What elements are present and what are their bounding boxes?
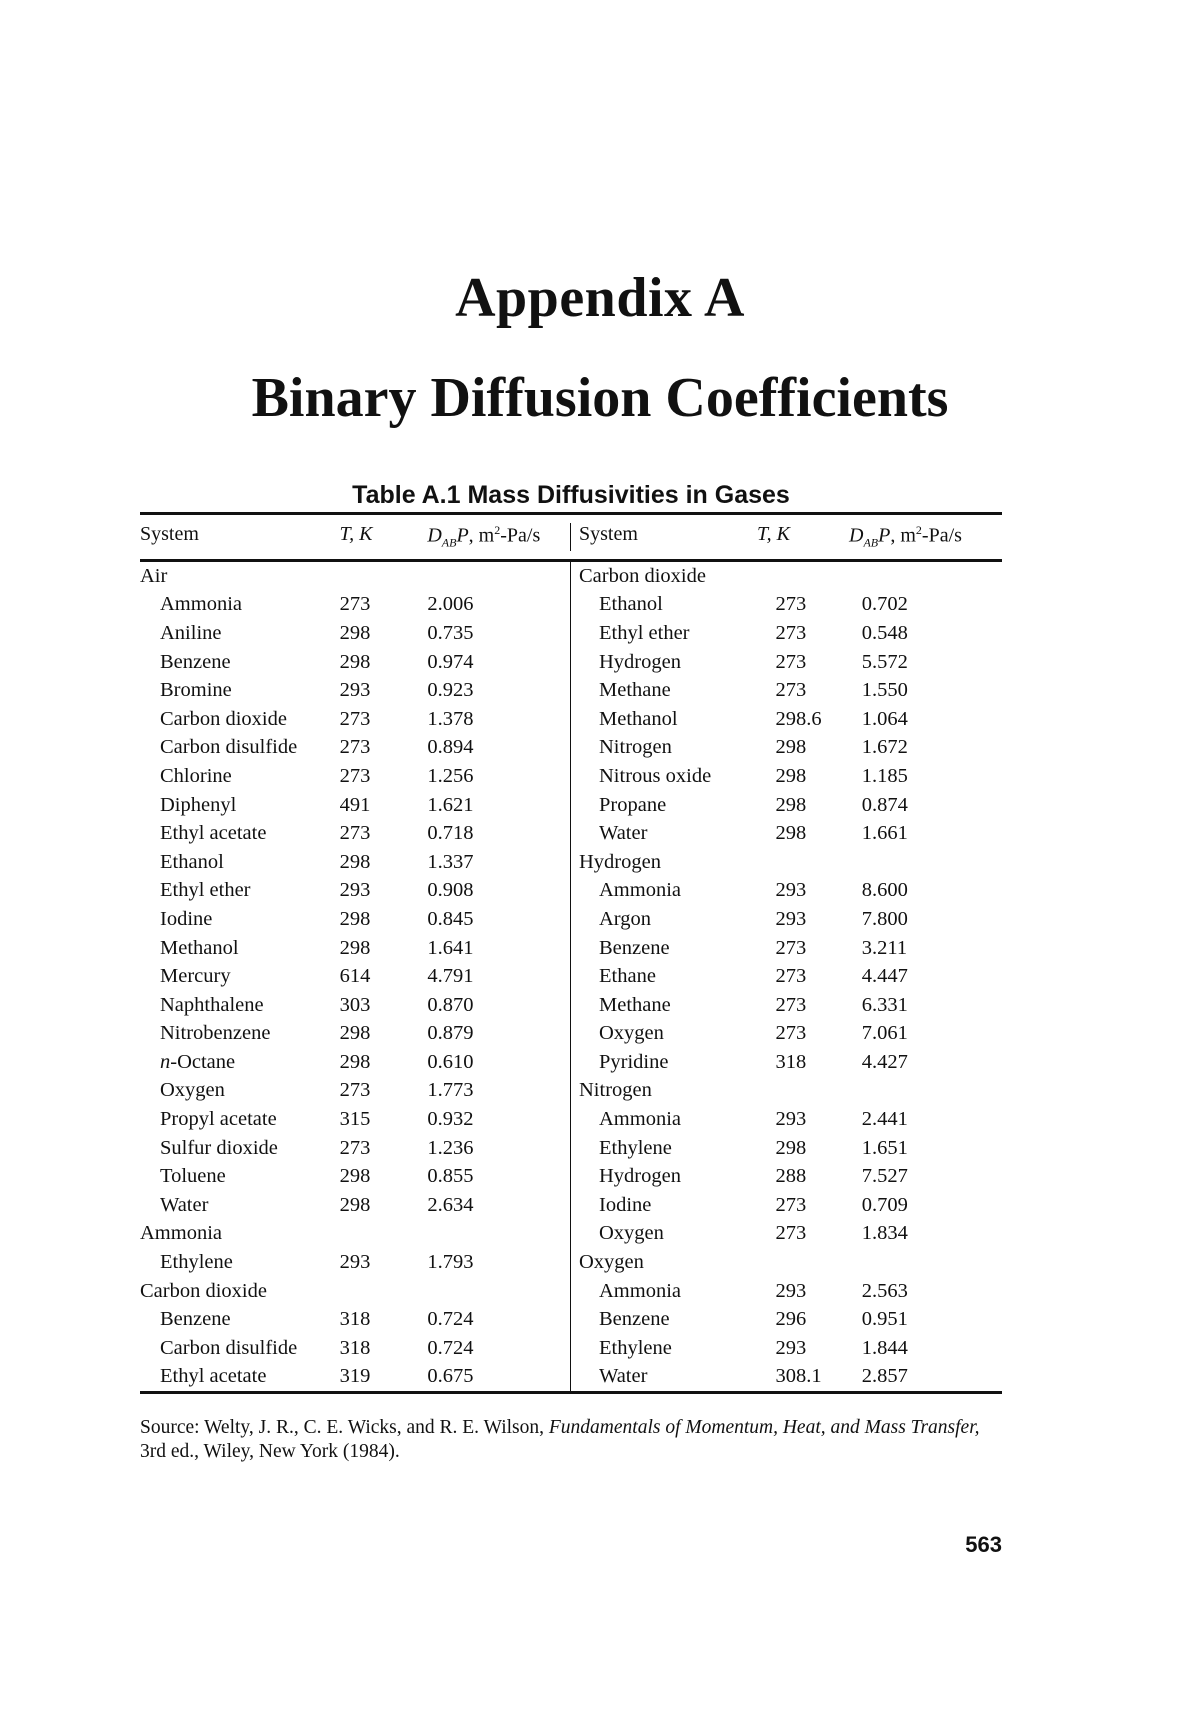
coefficient-cell: 1.064 bbox=[861, 707, 908, 730]
temperature-cell: 293 bbox=[339, 879, 371, 902]
table-group-row bbox=[579, 1077, 1002, 1106]
temperature-cell: 298 bbox=[339, 907, 371, 930]
table-row bbox=[579, 1191, 1002, 1220]
temperature-cell: 298 bbox=[339, 1050, 371, 1073]
table-row bbox=[579, 676, 1002, 705]
system-cell: Argon bbox=[599, 907, 652, 930]
table-row bbox=[140, 1134, 570, 1163]
system-cell: Ammonia bbox=[599, 1279, 681, 1302]
coefficient-cell: 1.185 bbox=[861, 764, 908, 787]
source-prefix: Source: Welty, J. R., C. E. Wicks, and R. E. Wilson, bbox=[140, 1417, 549, 1438]
table-row bbox=[579, 877, 1002, 906]
coefficient-cell: 1.256 bbox=[427, 764, 474, 787]
table-row bbox=[579, 1134, 1002, 1163]
temperature-cell: 273 bbox=[775, 1222, 807, 1245]
coefficient-cell: 7.527 bbox=[861, 1165, 908, 1188]
temperature-cell: 293 bbox=[775, 879, 807, 902]
temperature-cell: 273 bbox=[775, 936, 807, 959]
system-cell: Ammonia bbox=[599, 1108, 681, 1131]
coefficient-cell: 2.006 bbox=[427, 593, 474, 616]
table-row bbox=[140, 1191, 570, 1220]
temperature-cell: 303 bbox=[339, 993, 371, 1016]
system-cell: Ethylene bbox=[599, 1136, 672, 1159]
table-caption: Table A.1 Mass Diffusivities in Gases bbox=[352, 481, 790, 509]
system-cell: Ethanol bbox=[599, 593, 663, 616]
coefficient-cell: 0.932 bbox=[427, 1108, 474, 1131]
table-row bbox=[140, 1363, 570, 1392]
system-cell: Toluene bbox=[160, 1165, 226, 1188]
table-row bbox=[140, 619, 570, 648]
temperature-cell: 293 bbox=[339, 679, 371, 702]
table-row bbox=[140, 676, 570, 705]
system-cell: Oxygen bbox=[599, 1222, 664, 1245]
temperature-cell: 298 bbox=[339, 1193, 371, 1216]
system-cell: Ethylene bbox=[599, 1336, 672, 1359]
system-cell: Methane bbox=[599, 993, 671, 1016]
system-cell: Benzene bbox=[160, 650, 231, 673]
table-row bbox=[140, 705, 570, 734]
system-cell: Carbon disulfide bbox=[160, 1336, 298, 1359]
table-group-row bbox=[579, 848, 1002, 877]
temperature-cell: 293 bbox=[775, 1336, 807, 1359]
temperature-cell: 298 bbox=[775, 736, 807, 759]
header-system: System bbox=[140, 523, 199, 546]
temperature-cell: 273 bbox=[775, 621, 807, 644]
temperature-cell: 273 bbox=[775, 650, 807, 673]
system-cell: Aniline bbox=[160, 621, 222, 644]
table-row bbox=[140, 991, 570, 1020]
coefficient-cell: 0.923 bbox=[427, 679, 474, 702]
coefficient-cell: 0.974 bbox=[427, 650, 474, 673]
system-cell: Iodine bbox=[599, 1193, 652, 1216]
table-row bbox=[579, 1105, 1002, 1134]
system-cell: Nitrous oxide bbox=[599, 764, 712, 787]
table-row bbox=[579, 1277, 1002, 1306]
table-row bbox=[140, 1020, 570, 1049]
system-cell: Nitrogen bbox=[599, 736, 672, 759]
coefficient-cell: 0.724 bbox=[427, 1308, 474, 1331]
coefficient-cell: 0.548 bbox=[861, 621, 908, 644]
table-row bbox=[579, 705, 1002, 734]
table-row bbox=[140, 1105, 570, 1134]
table-row bbox=[579, 1220, 1002, 1249]
temperature-cell: 298 bbox=[775, 764, 807, 787]
table-row bbox=[579, 905, 1002, 934]
group-name: Carbon dioxide bbox=[579, 564, 706, 587]
table-body bbox=[140, 562, 1002, 1391]
temperature-cell: 273 bbox=[775, 593, 807, 616]
coefficient-cell: 0.874 bbox=[861, 793, 908, 816]
temperature-cell: 298 bbox=[339, 1022, 371, 1045]
coefficient-cell: 0.845 bbox=[427, 907, 474, 930]
table-left-column bbox=[140, 562, 571, 1391]
table-row bbox=[579, 619, 1002, 648]
system-cell: Ammonia bbox=[599, 879, 681, 902]
coefficient-cell: 4.447 bbox=[861, 965, 908, 988]
coefficient-cell: 2.563 bbox=[861, 1279, 908, 1302]
coefficient-cell: 3.211 bbox=[861, 936, 908, 959]
temperature-cell: 308.1 bbox=[775, 1365, 822, 1388]
table-row bbox=[579, 962, 1002, 991]
temperature-cell: 614 bbox=[339, 965, 371, 988]
table-row bbox=[579, 1334, 1002, 1363]
diffusivity-table bbox=[140, 512, 1002, 1394]
coefficient-cell: 2.634 bbox=[427, 1193, 474, 1216]
table-group-row bbox=[140, 1277, 570, 1306]
temperature-cell: 315 bbox=[339, 1108, 371, 1131]
table-row bbox=[140, 591, 570, 620]
system-cell: Methanol bbox=[160, 936, 239, 959]
coefficient-cell: 1.641 bbox=[427, 936, 474, 959]
system-cell: Sulfur dioxide bbox=[160, 1136, 278, 1159]
coefficient-cell: 0.735 bbox=[427, 621, 474, 644]
table-right-column bbox=[571, 562, 1002, 1391]
temperature-cell: 273 bbox=[339, 736, 371, 759]
temperature-cell: 273 bbox=[339, 822, 371, 845]
group-name: Air bbox=[140, 564, 168, 587]
header-coefficient: $D_{AB}P$, $m^2-Pa/s$ bbox=[427, 523, 541, 550]
coefficient-cell: 0.718 bbox=[427, 822, 474, 845]
temperature-cell: 491 bbox=[339, 793, 371, 816]
system-cell: Ethane bbox=[599, 965, 656, 988]
header-coefficient: $D_{AB}P$, $m^2-Pa/s$ bbox=[849, 523, 962, 550]
temperature-cell: 273 bbox=[775, 993, 807, 1016]
temperature-cell: 273 bbox=[775, 1022, 807, 1045]
coefficient-cell: 0.675 bbox=[427, 1365, 474, 1388]
table-bottom-rule bbox=[140, 1391, 1002, 1394]
coefficient-cell: 4.791 bbox=[427, 965, 474, 988]
group-name: Oxygen bbox=[579, 1251, 644, 1274]
temperature-cell: 298 bbox=[339, 850, 371, 873]
table-row bbox=[140, 848, 570, 877]
temperature-cell: 273 bbox=[339, 1136, 371, 1159]
header-left bbox=[140, 523, 571, 551]
system-cell: Ammonia bbox=[160, 593, 242, 616]
system-cell: Ethyl ether bbox=[160, 879, 251, 902]
coefficient-cell: 0.702 bbox=[861, 593, 908, 616]
temperature-cell: 298 bbox=[339, 936, 371, 959]
table-row bbox=[579, 1305, 1002, 1334]
coefficient-cell: 0.879 bbox=[427, 1022, 474, 1045]
table-row bbox=[140, 1305, 570, 1334]
header-temperature-text: T, K bbox=[757, 523, 790, 546]
table-group-row bbox=[140, 562, 570, 591]
table-row bbox=[579, 934, 1002, 963]
table-row bbox=[140, 1162, 570, 1191]
system-cell: Carbon dioxide bbox=[160, 707, 287, 730]
header-temperature bbox=[340, 523, 428, 551]
header-system: System bbox=[579, 523, 638, 546]
page-number: 563 bbox=[965, 1532, 1002, 1557]
coefficient-cell: 1.793 bbox=[427, 1251, 474, 1274]
temperature-cell: 273 bbox=[339, 707, 371, 730]
table-row bbox=[140, 819, 570, 848]
group-name: Ammonia bbox=[140, 1222, 222, 1245]
system-cell: Methane bbox=[599, 679, 671, 702]
temperature-cell: 273 bbox=[775, 1193, 807, 1216]
coefficient-cell: 4.427 bbox=[861, 1050, 908, 1073]
table-row bbox=[579, 1048, 1002, 1077]
system-cell: Benzene bbox=[160, 1308, 231, 1331]
coefficient-cell: 1.834 bbox=[861, 1222, 908, 1245]
header-temperature-text: T, K bbox=[339, 523, 373, 546]
temperature-cell: 273 bbox=[339, 593, 371, 616]
temperature-cell: 273 bbox=[339, 764, 371, 787]
system-cell: Pyridine bbox=[599, 1050, 669, 1073]
group-name: Nitrogen bbox=[579, 1079, 652, 1102]
system-cell: Bromine bbox=[160, 679, 232, 702]
system-cell: Ethylene bbox=[160, 1251, 233, 1274]
system-cell: Ethanol bbox=[160, 850, 224, 873]
system-cell: Chlorine bbox=[160, 764, 232, 787]
temperature-cell: 298 bbox=[775, 793, 807, 816]
coefficient-cell: 1.844 bbox=[861, 1336, 908, 1359]
temperature-cell: 298 bbox=[339, 650, 371, 673]
table-row bbox=[140, 962, 570, 991]
table-row bbox=[140, 934, 570, 963]
temperature-cell: 273 bbox=[775, 679, 807, 702]
table-row bbox=[140, 648, 570, 677]
temperature-cell: 298.6 bbox=[775, 707, 822, 730]
system-cell: Oxygen bbox=[160, 1079, 225, 1102]
source-book-title: Fundamentals of Momentum, Heat, and Mass Transfer, bbox=[548, 1417, 980, 1438]
coefficient-cell: 7.061 bbox=[861, 1022, 908, 1045]
temperature-cell: 298 bbox=[775, 822, 807, 845]
system-cell: Nitrobenzene bbox=[160, 1022, 271, 1045]
table-row bbox=[579, 762, 1002, 791]
system-cell: Benzene bbox=[599, 1308, 670, 1331]
coefficient-cell: 1.661 bbox=[861, 822, 908, 845]
table-row bbox=[140, 1334, 570, 1363]
system-cell: Hydrogen bbox=[599, 1165, 681, 1188]
coefficient-cell: 0.894 bbox=[427, 736, 474, 759]
system-cell: Propyl acetate bbox=[160, 1108, 277, 1131]
system-cell: Ethyl acetate bbox=[160, 1365, 267, 1388]
table-row bbox=[579, 1363, 1002, 1392]
temperature-cell: 293 bbox=[775, 1108, 807, 1131]
system-cell: Ethyl ether bbox=[599, 621, 690, 644]
temperature-cell: 319 bbox=[339, 1365, 371, 1388]
source-citation bbox=[140, 1416, 1010, 1464]
coefficient-cell: 1.773 bbox=[427, 1079, 474, 1102]
table-row bbox=[579, 1162, 1002, 1191]
table-row bbox=[579, 819, 1002, 848]
coefficient-cell: 0.870 bbox=[427, 993, 474, 1016]
coefficient-cell: 5.572 bbox=[861, 650, 908, 673]
source-suffix: 3rd ed., Wiley, New York (1984). bbox=[140, 1441, 400, 1462]
table-row bbox=[140, 791, 570, 820]
appendix-subtitle: Binary Diffusion Coefficients bbox=[251, 367, 949, 429]
table-row bbox=[140, 762, 570, 791]
temperature-cell: 298 bbox=[339, 621, 371, 644]
system-cell: Iodine bbox=[160, 907, 213, 930]
system-cell: Water bbox=[160, 1193, 209, 1216]
coefficient-cell: 6.331 bbox=[861, 993, 908, 1016]
table-row bbox=[140, 1248, 570, 1277]
table-header-row bbox=[140, 515, 1002, 559]
system-cell: Mercury bbox=[160, 965, 231, 988]
coefficient-cell: 7.800 bbox=[861, 907, 908, 930]
header-temperature bbox=[757, 523, 839, 551]
coefficient-cell: 8.600 bbox=[861, 879, 908, 902]
coefficient-cell: 1.550 bbox=[861, 679, 908, 702]
table-row bbox=[140, 905, 570, 934]
system-cell: Water bbox=[599, 1365, 648, 1388]
group-name: Carbon dioxide bbox=[140, 1279, 267, 1302]
system-cell: Hydrogen bbox=[599, 650, 681, 673]
coefficient-cell: 0.610 bbox=[427, 1050, 474, 1073]
temperature-cell: 298 bbox=[775, 1136, 807, 1159]
coefficient-cell: 1.337 bbox=[427, 850, 474, 873]
temperature-cell: 288 bbox=[775, 1165, 807, 1188]
system-cell: Naphthalene bbox=[160, 993, 264, 1016]
table-row bbox=[140, 1048, 570, 1077]
temperature-cell: 293 bbox=[339, 1251, 371, 1274]
coefficient-cell: 2.857 bbox=[861, 1365, 908, 1388]
coefficient-cell: 0.951 bbox=[861, 1308, 908, 1331]
coefficient-cell: 1.236 bbox=[427, 1136, 474, 1159]
header-right bbox=[571, 523, 1002, 551]
temperature-cell: 293 bbox=[775, 1279, 807, 1302]
table-row bbox=[579, 648, 1002, 677]
system-cell: Carbon disulfide bbox=[160, 736, 298, 759]
table-row bbox=[579, 791, 1002, 820]
system-cell: Ethyl acetate bbox=[160, 822, 267, 845]
coefficient-cell: 0.709 bbox=[861, 1193, 908, 1216]
appendix-title: Appendix A bbox=[455, 267, 745, 329]
system-cell: Oxygen bbox=[599, 1022, 664, 1045]
temperature-cell: 318 bbox=[775, 1050, 807, 1073]
system-cell: n-Octane bbox=[160, 1050, 236, 1073]
coefficient-cell: 0.908 bbox=[427, 879, 474, 902]
system-cell: Methanol bbox=[599, 707, 678, 730]
table-group-row bbox=[579, 562, 1002, 591]
table-row bbox=[140, 1077, 570, 1106]
coefficient-cell: 1.621 bbox=[427, 793, 474, 816]
coefficient-cell: 1.672 bbox=[861, 736, 908, 759]
coefficient-cell: 1.378 bbox=[427, 707, 474, 730]
temperature-cell: 273 bbox=[775, 965, 807, 988]
coefficient-cell: 1.651 bbox=[861, 1136, 908, 1159]
system-cell: Propane bbox=[599, 793, 667, 816]
table-row bbox=[579, 1020, 1002, 1049]
system-cell: Water bbox=[599, 822, 648, 845]
coefficient-cell: 0.855 bbox=[427, 1165, 474, 1188]
temperature-cell: 296 bbox=[775, 1308, 807, 1331]
group-name: Hydrogen bbox=[579, 850, 661, 873]
table-row bbox=[579, 734, 1002, 763]
temperature-cell: 298 bbox=[339, 1165, 371, 1188]
table-group-row bbox=[140, 1220, 570, 1249]
table-row bbox=[140, 734, 570, 763]
temperature-cell: 318 bbox=[339, 1308, 371, 1331]
system-cell: Benzene bbox=[599, 936, 670, 959]
table-row bbox=[579, 991, 1002, 1020]
system-cell: Diphenyl bbox=[160, 793, 237, 816]
table-group-row bbox=[579, 1248, 1002, 1277]
table-row bbox=[579, 591, 1002, 620]
coefficient-cell: 2.441 bbox=[861, 1108, 908, 1131]
temperature-cell: 273 bbox=[339, 1079, 371, 1102]
temperature-cell: 318 bbox=[339, 1336, 371, 1359]
table-row bbox=[140, 877, 570, 906]
temperature-cell: 293 bbox=[775, 907, 807, 930]
coefficient-cell: 0.724 bbox=[427, 1336, 474, 1359]
